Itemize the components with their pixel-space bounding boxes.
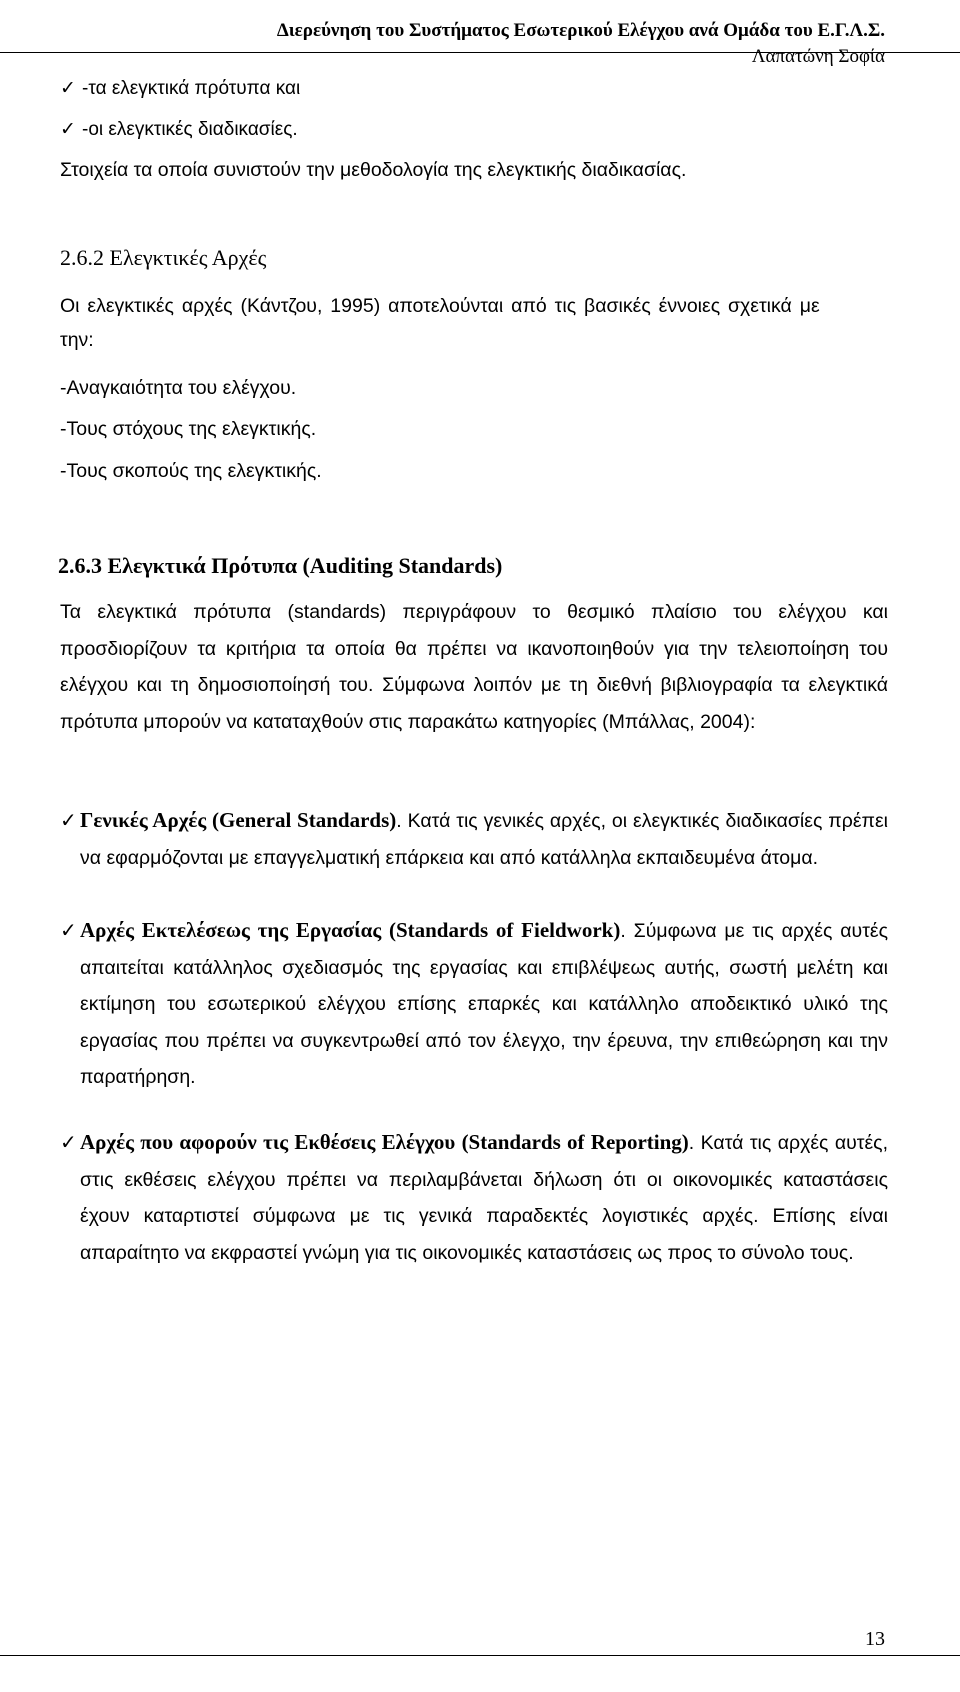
top-check-item (60, 115, 298, 143)
standards-bullet (60, 1124, 888, 1271)
checkmark-icon: ✓ (60, 808, 77, 832)
paragraph-text-a: Τα ελεγκτικά πρότυπα (standards) περιγράφουν το θεσμικό πλαίσιο του ελέγχου και προσδιορίζουν τα κριτήρια τα οποία θα πρέπει να ικανοποιηθούν για την τελειοποίηση του ελέγχου και τη δημοσιοποίησή του. (60, 601, 888, 696)
section-262-item: -Αναγκαιότητα του ελέγχου. (60, 377, 297, 399)
section-263-heading: 2.6.3 Ελεγκτικά Πρότυπα (Auditing Standards) (58, 553, 503, 578)
standards-bullet (60, 912, 888, 1096)
footer-divider (0, 1655, 960, 1656)
checkmark-icon: ✓ (60, 1130, 77, 1154)
section-262-item: -Τους σκοπούς της ελεγκτικής. (60, 460, 322, 482)
bullet-title: Αρχές που αφορούν τις Εκθέσεις Ελέγχου (Standards of Reporting) (80, 1130, 689, 1154)
checkmark-icon: ✓ (60, 77, 76, 99)
bullet-body: . Σύμφωνα με τις αρχές αυτές απαιτείται κατάλληλος σχεδιασμός της εργασίας και επιβλέψεως αυτής, σωστή μελέτη και εκτίμηση του εσωτερικού ελέγχου επίσης επαρκές και κατάλληλο αποδεικτικό υλικό της εργασίας που πρέπει να συγκεντρωθεί από τον έλεγχο, την έρευνα, την επιθεώρηση και την παρατήρηση. (80, 920, 888, 1088)
page-number: 13 (865, 1628, 885, 1650)
header-block (277, 18, 885, 70)
bullet-body: . Κατά τις αρχές αυτές, στις εκθέσεις ελέγχου πρέπει να περιλαμβάνεται δήλωση ότι οι οικονομικές καταστάσεις έχουν καταρτιστεί σύμφωνα με τις γενικά παραδεκτές λογιστικές αρχές. Επίσης είναι απαραίτητο να εκφραστεί γνώμη για τις οικονομικές καταστάσεις ως προς το σύνολο τους. (80, 1132, 889, 1264)
section-263-paragraph (60, 594, 888, 740)
bullet-text (80, 802, 888, 876)
paragraph-text-b: Σύμφωνα λοιπόν με τη διεθνή βιβλιογραφία τα ελεγκτικά πρότυπα μπορούν να καταταχθούν στις παρακάτω κατηγορίες (Μπάλλας, 2004): (60, 674, 889, 733)
bullet-text (80, 1124, 888, 1271)
section-262-heading: 2.6.2 Ελεγκτικές Αρχές (60, 245, 267, 270)
bullet-body: . Κατά τις γενικές αρχές, οι ελεγκτικές διαδικασίες πρέπει να εφαρμόζονται με επαγγελματική επάρκεια και από κατάλληλα εκπαιδευμένα άτομα. (80, 810, 888, 869)
standards-bullet (60, 802, 888, 876)
check-item-text: -οι ελεγκτικές διαδικασίες. (82, 119, 298, 140)
document-title: Διερεύνηση του Συστήματος Εσωτερικού Ελέγχου ανά Ομάδα του Ε.Γ.Λ.Σ. (276, 20, 885, 41)
check-item-text: -τα ελεγκτικά πρότυπα και (82, 78, 301, 99)
bullet-text (80, 912, 888, 1096)
bullet-title: Αρχές Εκτελέσεως της Εργασίας (Standards of Fieldwork) (80, 918, 621, 942)
section-262-intro-line2: την: (60, 329, 94, 351)
section-262-intro-line1: Οι ελεγκτικές αρχές (Κάντζου, 1995) αποτελούνται από τις βασικές έννοιες σχετικά με (60, 295, 820, 317)
bullet-title: Γενικές Αρχές (General Standards) (80, 808, 397, 832)
top-check-item (60, 74, 300, 102)
header-divider (0, 52, 960, 53)
checkmark-icon: ✓ (60, 118, 76, 140)
section-262-item: -Τους στόχους της ελεγκτικής. (60, 418, 317, 440)
checkmark-icon: ✓ (60, 918, 77, 942)
author-name: Λαπατώνη Σοφία (751, 46, 885, 67)
methodology-line: Στοιχεία τα οποία συνιστούν την μεθοδολογία της ελεγκτικής διαδικασίας. (60, 159, 687, 181)
